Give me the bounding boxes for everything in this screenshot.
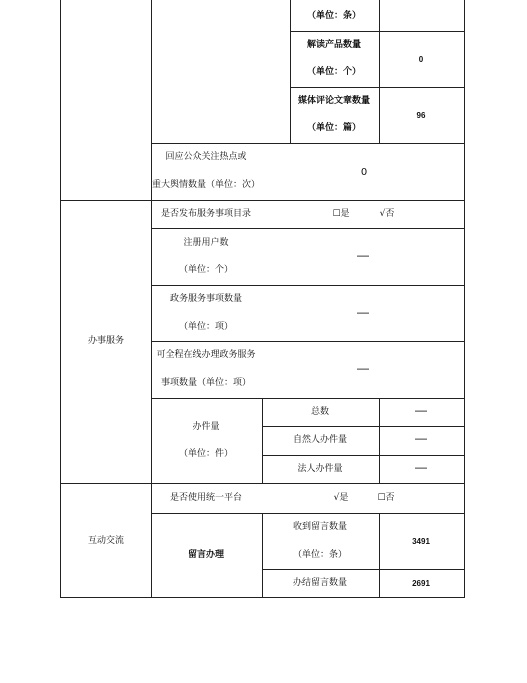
jiedu-label: 解读产品数量 [306, 40, 362, 50]
platform-no-option: ☐否 [377, 493, 395, 503]
meiti-unit: （单位：篇） [306, 123, 362, 133]
done-label: 办结留言数量 [292, 578, 348, 588]
message-label: 留言办理 [187, 550, 225, 560]
jiedu-value: 0 [418, 55, 424, 64]
items-unit: （单位：项） [178, 322, 234, 332]
catalog-yes-option: ☐是 [332, 209, 350, 219]
section-hudong: 互动交流 [87, 536, 125, 546]
meiti-value: 96 [416, 111, 426, 120]
items-label: 政务服务事项数量 [169, 294, 243, 304]
online-label-line1: 可全程在线办理政务服务 [156, 350, 256, 360]
jiedu-unit: （单位：个） [306, 67, 362, 77]
received-unit: （单位：条） [292, 550, 348, 560]
online-value: — [357, 361, 369, 375]
natural-label: 自然人办件量 [292, 435, 348, 445]
volume-unit: （单位：件） [178, 449, 234, 459]
unit-tiao-label: （单位：条） [306, 11, 362, 21]
platform-label: 是否使用统一平台 [169, 493, 243, 503]
total-label: 总数 [310, 407, 330, 417]
legal-value: — [415, 460, 427, 474]
huiying-value: 0 [360, 167, 368, 178]
volume-label: 办件量 [192, 422, 220, 432]
catalog-no-option: √否 [379, 209, 395, 219]
received-label: 收到留言数量 [292, 522, 348, 532]
users-unit: （单位：个） [178, 265, 234, 275]
users-value: — [357, 248, 369, 262]
platform-yes-option: √是 [333, 493, 349, 503]
natural-value: — [415, 431, 427, 445]
received-value: 3491 [412, 537, 430, 546]
legal-label: 法人办件量 [297, 464, 343, 474]
section-banshi: 办事服务 [87, 336, 125, 346]
meiti-label: 媒体评论文章数量 [297, 96, 371, 106]
online-label-line2: 事项数量（单位：项） [160, 378, 252, 388]
total-value: — [415, 403, 427, 417]
huiying-label-line2: 重大舆情数量（单位：次） [151, 180, 261, 190]
items-value: — [357, 305, 369, 319]
catalog-label: 是否发布服务事项目录 [160, 209, 252, 219]
huiying-label-line1: 回应公众关注热点或 [165, 152, 247, 162]
users-label: 注册用户数 [183, 238, 229, 248]
done-value: 2691 [412, 579, 430, 588]
